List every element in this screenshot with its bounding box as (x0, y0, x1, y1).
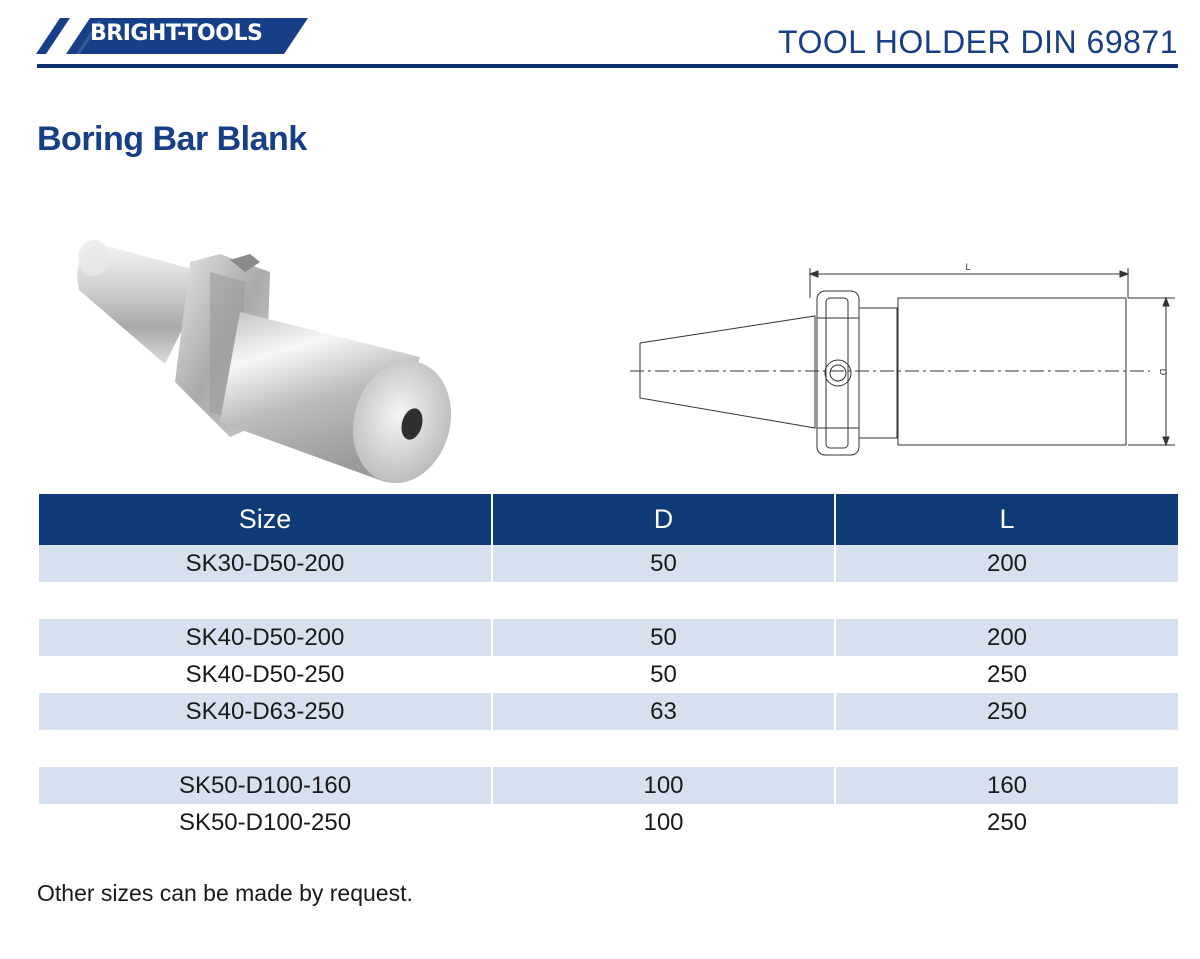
footnote: Other sizes can be made by request. (37, 880, 413, 906)
group-spacer (39, 582, 1178, 619)
product-photo (70, 232, 460, 492)
cell-l: 160 (836, 767, 1178, 804)
table-row (39, 693, 1178, 730)
header-size: Size (39, 494, 491, 545)
group-spacer (39, 730, 1178, 767)
cell-d: 50 (650, 660, 677, 688)
spec-table (37, 494, 1180, 841)
table-row (39, 804, 1178, 841)
cell-d: 100 (643, 808, 684, 836)
cell-d: 100 (493, 767, 834, 804)
cell-d: 50 (493, 545, 834, 582)
cell-l: 200 (836, 545, 1178, 582)
cell-l: 250 (836, 693, 1178, 730)
cell-size: SK50-D100-250 (178, 808, 352, 836)
cell-size: SK40-D50-200 (39, 619, 491, 656)
header-l: L (836, 494, 1178, 545)
cell-l: 200 (836, 619, 1178, 656)
cell-l: 250 (986, 660, 1028, 688)
table-header-row (39, 494, 1178, 545)
table-row (39, 656, 1178, 693)
header-rule (37, 64, 1178, 68)
dimension-l-label: L (965, 262, 971, 272)
cell-l: 250 (986, 808, 1028, 836)
cell-size: SK50-D100-160 (39, 767, 491, 804)
header-title: TOOL HOLDER DIN 69871 (778, 24, 1178, 60)
cell-size: SK40-D50-250 (185, 660, 345, 688)
brand-name: BRIGHT-TOOLS (90, 21, 263, 46)
table-row (39, 545, 1178, 582)
header-d: D (493, 494, 834, 545)
table-row (39, 619, 1178, 656)
cell-size: SK30-D50-200 (39, 545, 491, 582)
technical-drawing (630, 258, 1175, 458)
page-title: Boring Bar Blank (37, 120, 307, 158)
cell-size: SK40-D63-250 (39, 693, 491, 730)
table-row (39, 767, 1178, 804)
cell-d: 63 (493, 693, 834, 730)
cell-d: 50 (493, 619, 834, 656)
dimension-d-label: D (1158, 368, 1168, 376)
